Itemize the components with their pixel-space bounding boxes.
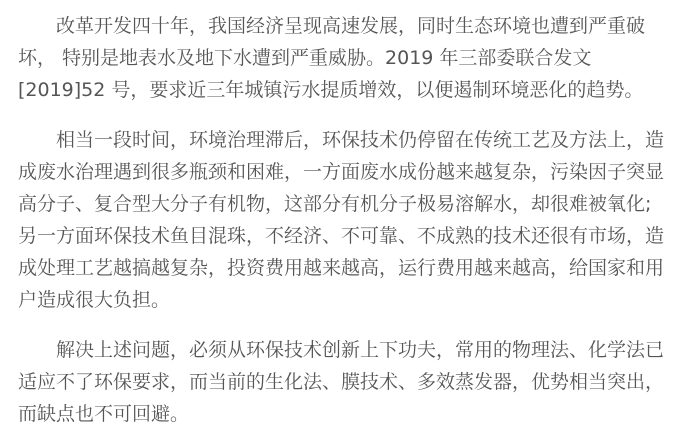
paragraph-2: 相当一段时间，环境治理滞后，环保技术仍停留在传统工艺及方法上，造成废水治理遇到很多瓶颈和困难，一方面废水成份越来越复杂，污染因子突显高分子、复合型大分子有机物，这部分有机分子极易溶解水，却很难被氧化;另一方面环保技术鱼目混珠，不经济、不可靠、不成熟的技术还很有市场，造成处理工艺越搞越复杂，投资费用越来越高，运行费用越来越高，给国家和用户造成很大负担。 bbox=[18, 129, 665, 311]
paragraph-1: 改革开发四十年，我国经济呈现高速发展，同时生态环境也遭到严重破坏， 特别是地表水及地下水遭到严重威胁。2019 年三部委联合发文[2019]52 号，要求近三年城镇污水提质增效，以便遏制环境恶化的趋势。 bbox=[18, 15, 646, 101]
paragraph-3: 解决上述问题，必须从环保技术创新上下功夫，常用的物理法、化学法已适应不了环保要求，而当前的生化法、膜技术、多效蒸发器，优势相当突出， 而缺点也不可回避。 bbox=[18, 339, 665, 425]
